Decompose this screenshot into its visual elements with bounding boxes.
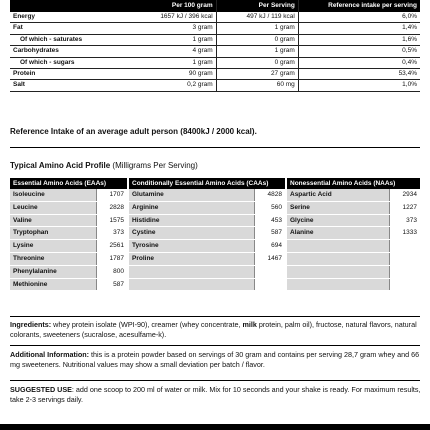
amino-name	[129, 266, 254, 278]
nutrition-row-per100: 0,2 gram	[126, 80, 217, 91]
amino-value	[254, 266, 285, 278]
nutrition-row	[10, 46, 420, 57]
nutrition-row-per100: 4 gram	[126, 46, 217, 57]
nutrition-row-ri: 1,6%	[298, 34, 420, 45]
amino-row	[10, 227, 127, 240]
nutrition-header-row	[10, 0, 420, 12]
nonessential-amino-column	[287, 178, 420, 291]
essential-amino-header: Essential Amino Acids (EAAs)	[10, 178, 127, 189]
amino-value: 1467	[254, 253, 285, 265]
amino-name: Proline	[129, 253, 254, 265]
nutrition-row-ri: 6,0%	[298, 12, 420, 23]
amino-name	[287, 266, 389, 278]
nutrition-row	[10, 57, 420, 68]
nutrition-row-ri: 1,0%	[298, 80, 420, 91]
amino-name: Glycine	[287, 215, 389, 227]
amino-value: 2828	[96, 202, 127, 214]
nutrition-row-serving: 1 gram	[216, 23, 298, 34]
amino-row	[10, 189, 127, 202]
amino-value	[389, 240, 420, 252]
section-divider	[10, 345, 420, 346]
bottom-bar	[0, 424, 430, 430]
ingredients-allergen: milk	[242, 320, 257, 329]
nonessential-amino-header: Nonessential Amino Acids (NAAs)	[287, 178, 420, 189]
amino-value: 4828	[254, 189, 285, 201]
nutrition-row-serving: 497 kJ / 119 kcal	[216, 12, 298, 23]
amino-row	[129, 189, 285, 202]
amino-row	[129, 266, 285, 279]
nutrition-row-serving: 0 gram	[216, 57, 298, 68]
amino-row	[10, 253, 127, 266]
amino-name: Serine	[287, 202, 389, 214]
amino-value: 1333	[389, 227, 420, 239]
amino-name: Tryptophan	[10, 227, 96, 239]
additional-info-label: Additional Information:	[10, 350, 90, 359]
amino-row	[287, 189, 420, 202]
amino-name: Cystine	[129, 227, 254, 239]
amino-name: Histidine	[129, 215, 254, 227]
amino-value: 373	[389, 215, 420, 227]
amino-name	[129, 279, 254, 291]
nutrition-header-per100: Per 100 gram	[126, 0, 217, 12]
nutrition-row-name: Carbohydrates	[10, 46, 126, 57]
amino-row	[287, 240, 420, 253]
nutrition-row-name: Protein	[10, 69, 126, 80]
suggested-use-label: SUGGESTED USE	[10, 385, 72, 394]
amino-name	[287, 279, 389, 291]
amino-value: 587	[96, 279, 127, 291]
nutrition-row-name: Fat	[10, 23, 126, 34]
amino-row	[287, 279, 420, 292]
amino-row	[129, 279, 285, 292]
conditional-amino-column	[129, 178, 285, 291]
amino-title-text: Typical Amino Acid Profile	[10, 161, 111, 170]
nutrition-row-serving: 27 gram	[216, 69, 298, 80]
nutrition-row-serving: 1 gram	[216, 46, 298, 57]
amino-value: 1707	[96, 189, 127, 201]
amino-value	[389, 279, 420, 291]
nutrition-row-name: Of which - saturates	[10, 34, 126, 45]
section-divider	[10, 316, 420, 317]
nutrition-row	[10, 12, 420, 23]
essential-amino-column	[10, 178, 127, 291]
nutrition-header-name	[10, 0, 126, 12]
amino-value	[389, 253, 420, 265]
amino-name: Threonine	[10, 253, 96, 265]
amino-name: Aspartic Acid	[287, 189, 389, 201]
amino-row	[287, 215, 420, 228]
nutrition-row-name: Salt	[10, 80, 126, 91]
suggested-use-paragraph	[10, 385, 422, 404]
section-divider	[10, 147, 420, 148]
amino-row	[129, 227, 285, 240]
amino-profile-title	[10, 161, 198, 170]
amino-value: 800	[96, 266, 127, 278]
amino-name: Tyrosine	[129, 240, 254, 252]
amino-value: 1227	[389, 202, 420, 214]
amino-name	[287, 240, 389, 252]
amino-value: 694	[254, 240, 285, 252]
nutrition-row-serving: 60 mg	[216, 80, 298, 91]
amino-row	[10, 279, 127, 292]
amino-title-unit: (Milligrams Per Serving)	[112, 161, 198, 170]
nutrition-row-serving: 0 gram	[216, 34, 298, 45]
amino-row	[287, 253, 420, 266]
nutrition-row-ri: 0,5%	[298, 46, 420, 57]
amino-row	[129, 202, 285, 215]
amino-name: Phenylalanine	[10, 266, 96, 278]
ingredients-text-2: protein, palm oil), fructose, natural flavors, natural colorants, sweeteners (sucralose, acesulfame-k).	[10, 320, 417, 339]
amino-value: 587	[254, 227, 285, 239]
amino-value	[254, 279, 285, 291]
amino-row	[129, 215, 285, 228]
nutrition-row-per100: 1 gram	[126, 34, 217, 45]
nutrition-header-ri: Reference intake per serving	[298, 0, 420, 12]
amino-name: Glutamine	[129, 189, 254, 201]
amino-value: 2934	[389, 189, 420, 201]
nutrition-header-serving: Per Serving	[216, 0, 298, 12]
amino-row	[287, 227, 420, 240]
amino-name: Leucine	[10, 202, 96, 214]
amino-value: 1575	[96, 215, 127, 227]
amino-row	[287, 266, 420, 279]
amino-name: Arginine	[129, 202, 254, 214]
nutrition-row	[10, 69, 420, 80]
nutrition-row-ri: 1,4%	[298, 23, 420, 34]
reference-intake-note: Reference Intake of an average adult person (8400kJ / 2000 kcal).	[10, 127, 257, 136]
nutrition-row	[10, 80, 420, 91]
ingredients-text-1: whey protein isolate (WPI-90), creamer (whey concentrate,	[51, 320, 243, 329]
amino-value	[389, 266, 420, 278]
suggested-use-text: : add one scoop to 200 ml of water or milk. Mix for 10 seconds and your shake is ready. For maximum results, take 2-3 servings daily.	[10, 385, 421, 404]
amino-name	[287, 253, 389, 265]
nutrition-row	[10, 23, 420, 34]
amino-row	[287, 202, 420, 215]
amino-value: 1787	[96, 253, 127, 265]
nutrition-row	[10, 34, 420, 45]
ingredients-label: Ingredients:	[10, 320, 52, 329]
nutrition-row-name: Energy	[10, 12, 126, 23]
amino-name: Valine	[10, 215, 96, 227]
additional-info-text: this is a protein powder based on servings of 30 gram and contains per serving 28,7 gram whey and 66 mg sweeteners. Nutritional values may show a small deviation per batch / flavor.	[10, 350, 420, 369]
amino-value: 453	[254, 215, 285, 227]
amino-name: Isoleucine	[10, 189, 96, 201]
nutrition-row-name: Of which - sugars	[10, 57, 126, 68]
nutrition-row-per100: 3 gram	[126, 23, 217, 34]
amino-name: Methionine	[10, 279, 96, 291]
amino-row	[10, 240, 127, 253]
additional-info-paragraph	[10, 350, 422, 369]
amino-name: Lysine	[10, 240, 96, 252]
conditional-amino-header: Conditionally Essential Amino Acids (CAAs)	[129, 178, 285, 189]
nutrition-table	[10, 0, 420, 92]
section-divider	[10, 380, 420, 381]
nutrition-row-per100: 90 gram	[126, 69, 217, 80]
nutrition-row-per100: 1657 kJ / 396 kcal	[126, 12, 217, 23]
nutrition-row-ri: 0,4%	[298, 57, 420, 68]
amino-row	[129, 253, 285, 266]
amino-value: 560	[254, 202, 285, 214]
amino-row	[10, 215, 127, 228]
ingredients-paragraph	[10, 320, 422, 339]
amino-value: 2561	[96, 240, 127, 252]
amino-row	[10, 266, 127, 279]
nutrition-row-ri: 53,4%	[298, 69, 420, 80]
amino-name: Alanine	[287, 227, 389, 239]
amino-value: 373	[96, 227, 127, 239]
amino-row	[129, 240, 285, 253]
nutrition-row-per100: 1 gram	[126, 57, 217, 68]
amino-row	[10, 202, 127, 215]
